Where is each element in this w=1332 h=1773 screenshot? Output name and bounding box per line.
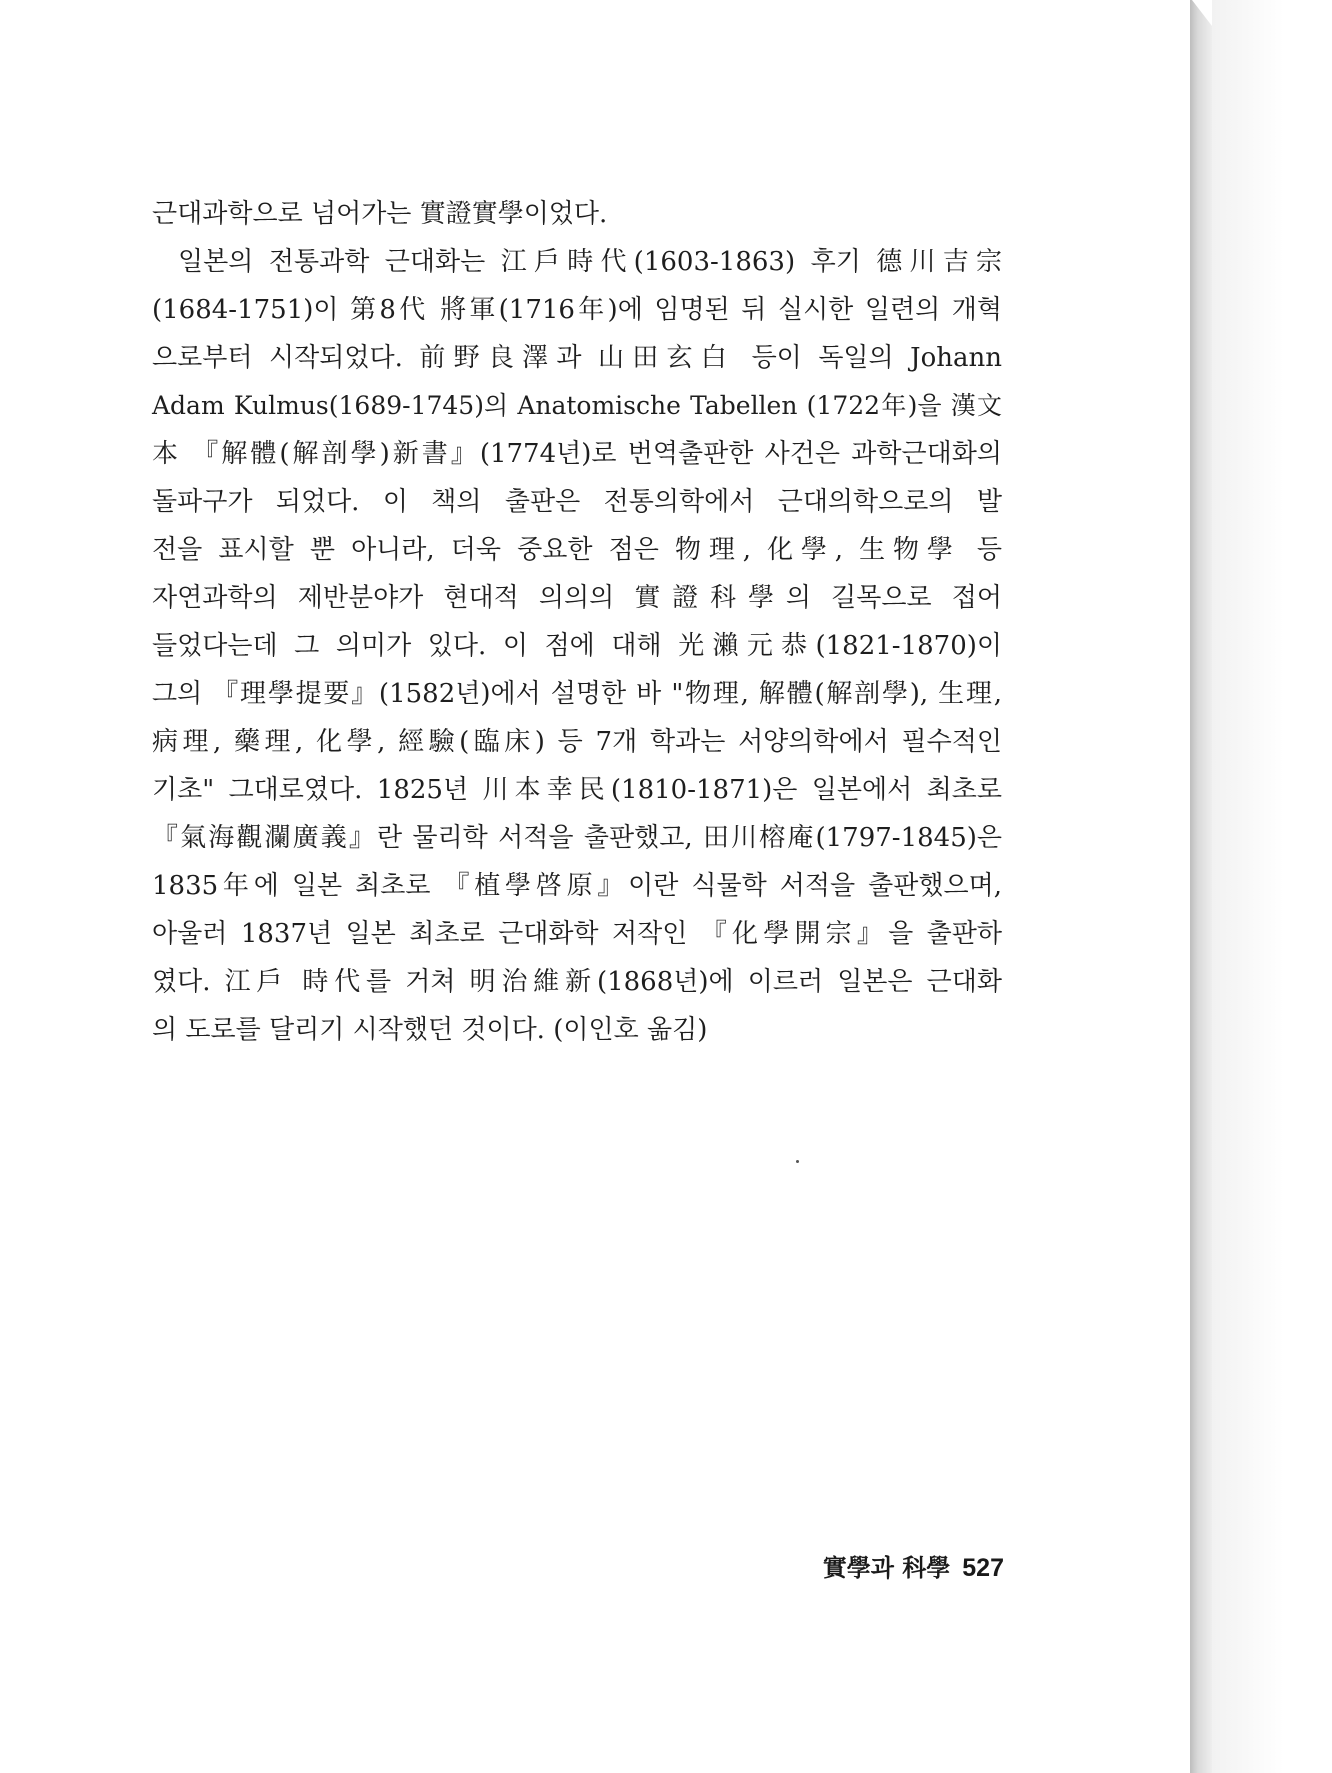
text-line: 『氣海觀瀾廣義』란 물리학 서적을 출판했고, 田川榕庵(1797-1845)은: [152, 823, 1002, 853]
text-line: 돌파구가 되었다. 이 책의 출판은 전통의학에서 근대의학으로의 발: [152, 487, 1002, 517]
text-line: 病理, 藥理, 化學, 經驗(臨床) 등 7개 학과는 서양의학에서 필수적인: [152, 727, 1002, 757]
text-line: 아울러 1837년 일본 최초로 근대화학 저작인 『化學開宗』을 출판하: [152, 919, 1002, 949]
text-line: 자연과학의 제반분야가 현대적 의의의 實證科學의 길목으로 접어: [152, 583, 1002, 613]
text-line: 本 『解體(解剖學)新書』(1774년)로 번역출판한 사건은 과학근대화의: [152, 439, 1002, 469]
text-line: 의 도로를 달리기 시작했던 것이다. (이인호 옮김): [152, 1015, 708, 1045]
text-line: 기초" 그대로였다. 1825년 川本幸民(1810-1871)은 일본에서 최초로: [152, 775, 1002, 805]
running-title: 實學과 科學: [822, 1553, 951, 1582]
text-line: 근대과학으로 넘어가는 實證實學이었다.: [152, 199, 608, 229]
text-line: Adam Kulmus(1689-1745)의 Anatomische Tabellen (1722年)을 漢文: [152, 391, 1002, 420]
text-line: 그의 『理學提要』(1582년)에서 설명한 바 "物理, 解體(解剖學), 生理,: [152, 679, 1002, 709]
text-line: (1684-1751)이 第8代 將軍(1716年)에 임명된 뒤 실시한 일련의 개혁: [152, 295, 1002, 325]
text-line: 들었다는데 그 의미가 있다. 이 점에 대해 光瀨元恭(1821-1870)이: [152, 631, 1002, 661]
text-line: 일본의 전통과학 근대화는 江戶時代(1603-1863) 후기 德川吉宗: [178, 247, 1002, 277]
page-number: 527: [962, 1554, 1004, 1582]
text-line: 으로부터 시작되었다. 前野良澤과 山田玄白 등이 독일의 Johann: [152, 343, 1002, 373]
page-shadow: [1212, 0, 1332, 1773]
text-line: 1835年에 일본 최초로 『植學啓原』이란 식물학 서적을 출판했으며,: [152, 871, 1002, 901]
page-footer: [700, 1548, 1004, 1583]
print-speck: [796, 1160, 799, 1163]
page-edge: [1190, 0, 1212, 1773]
body-text: [152, 190, 1002, 1054]
text-line: 였다. 江戶 時代를 거쳐 明治維新(1868년)에 이르러 일본은 근대화: [152, 967, 1002, 997]
text-line: 전을 표시할 뿐 아니라, 더욱 중요한 점은 物理, 化學, 生物學 등: [152, 535, 1002, 565]
